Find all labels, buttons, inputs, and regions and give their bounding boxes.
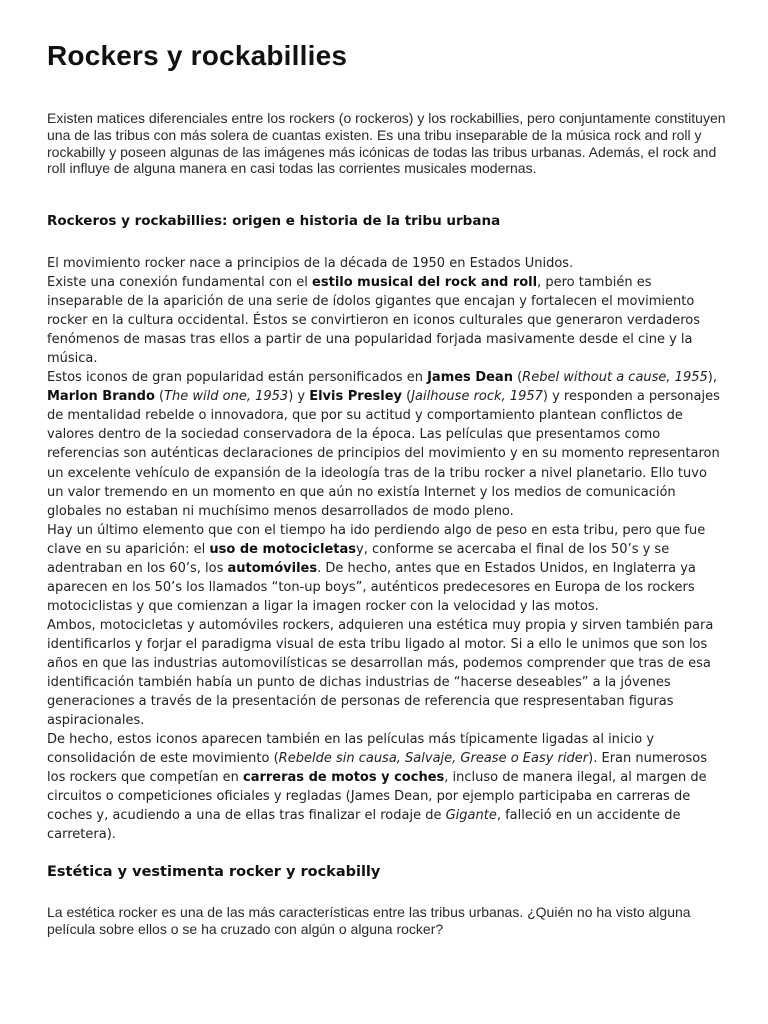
bold-term: automóviles [227, 560, 318, 576]
bold-name: James Dean [427, 370, 513, 386]
section-heading-origin: Rockeros y rockabillies: origen e historia de la tribu urbana [47, 213, 501, 229]
bold-term: carreras de motos y coches [243, 770, 445, 786]
film-titles: Rebelde sin causa, Salvaje, Grease o Easy rider [278, 751, 589, 767]
film-title: The wild one, 1953 [164, 389, 289, 405]
bold-name: Elvis Presley [309, 389, 402, 405]
film-title: Gigante [445, 808, 497, 824]
bold-term: estilo musical del rock and roll [312, 275, 538, 291]
intro-paragraph: Existen matices diferenciales entre los rockers (o rockeros) y los rockabillies, pero conjuntamente constituyen una de las tribus con más solera de cuantas existen. Es una tribu inseparable de la música rock and roll y rockabilly y poseen algunas de las imágenes más icónicas de todas las tribus urbanas. Además, el rock and roll influye de alguna manera en casi todas las corrientes musicales modernas. [47, 110, 726, 177]
aesthetics-paragraph: La estética rocker es una de las más características entre las tribus urbanas. ¿Quién no ha visto alguna película sobre ellos o se ha cruzado con algún o alguna rocker? [47, 904, 691, 937]
bold-name: Marlon Brando [47, 389, 155, 405]
paragraph: Hay un último elemento que con el tiempo ha ido perdiendo algo de peso en esta tribu, pero que fue clave en su aparición: el uso de motocicletasy, conforme se acercaba el final de los 50’s y se adentraban en los 60’s, los automóviles. De hecho, antes que en Estados Unidos, en Inglaterra ya aparecen en los 50’s los llamados “ton-up boys”, auténticos predecesores en Europa de los rockers motociclistas y que comienzan a ligar la imagen rocker con la velocidad y las motos. [47, 522, 706, 614]
film-title: Rebel without a cause, 1955 [522, 370, 708, 386]
page-title: Rockers y rockabillies [47, 40, 348, 71]
section-heading-aesthetics: Estética y vestimenta rocker y rockabilly [47, 864, 381, 880]
bold-term: uso de motocicletas [209, 541, 357, 557]
paragraph: El movimiento rocker nace a principios de la década de 1950 en Estados Unidos. [47, 256, 574, 271]
paragraph: Estos iconos de gran popularidad están personificados en James Dean (Rebel without a cause, 1955), Marlon Brando (The wild one, 1953) y Elvis Presley (Jailhouse rock, 1957) y responden a personajes de mentalidad rebelde o innovadora, que por su actitud y comportamiento plantean conflictos de valores dentro de la sociedad conservadora de la época. Las películas que presentamos como referencias son auténticas declaraciones de principios del movimiento y en su momento representaron un excelente vehículo de expansión de la ideología tras de la tribu rocker a nivel planetario. Ello tuvo un valor tremendo en un momento en que aún no existía Internet y los medios de comunicación globales no estaban ni muchísimo menos desarrollados de modo pleno. [47, 370, 720, 519]
paragraph: Ambos, motocicletas y automóviles rockers, adquieren una estética muy propia y sirven también para identificarlos y forjar el paradigma visual de esta tribu ligado al motor. Si a ello le unimos que son los años en que las industrias automovilísticas se desarrollan más, podemos comprender que tras de esa identificación también había un punto de dichas industrias de “hacerse deseables” a la jóvenes generaciones a través de la presentación de personas de referencia que respresentaban figuras aspiracionales. [47, 617, 714, 729]
paragraph: De hecho, estos iconos aparecen también en las películas más típicamente ligadas al inicio y consolidación de este movimiento (Rebelde sin causa, Salvaje, Grease o Easy rider). Eran numerosos los rockers que competían en carreras de motos y coches, incluso de manera ilegal, al margen de circuitos o competiciones oficiales y regladas (James Dean, por ejemplo participaba en carreras de coches y, acudiendo a una de ellas tras finalizar el rodaje de Gigante, falleció en un accidente de carretera). [47, 732, 708, 843]
film-title: Jailhouse rock, 1957 [411, 389, 543, 405]
paragraph: Existe una conexión fundamental con el estilo musical del rock and roll, pero también es inseparable de la aparición de una serie de ídolos gigantes que encajan y fortalecen el movimiento rocker en la cultura occidental. Éstos se convirtieron en iconos culturales que generaron verdaderos fenómenos de masas tras ellos a partir de una popularidad forjada masivamente desde el cine y la música. [47, 275, 700, 367]
section-body-origin [47, 254, 727, 844]
